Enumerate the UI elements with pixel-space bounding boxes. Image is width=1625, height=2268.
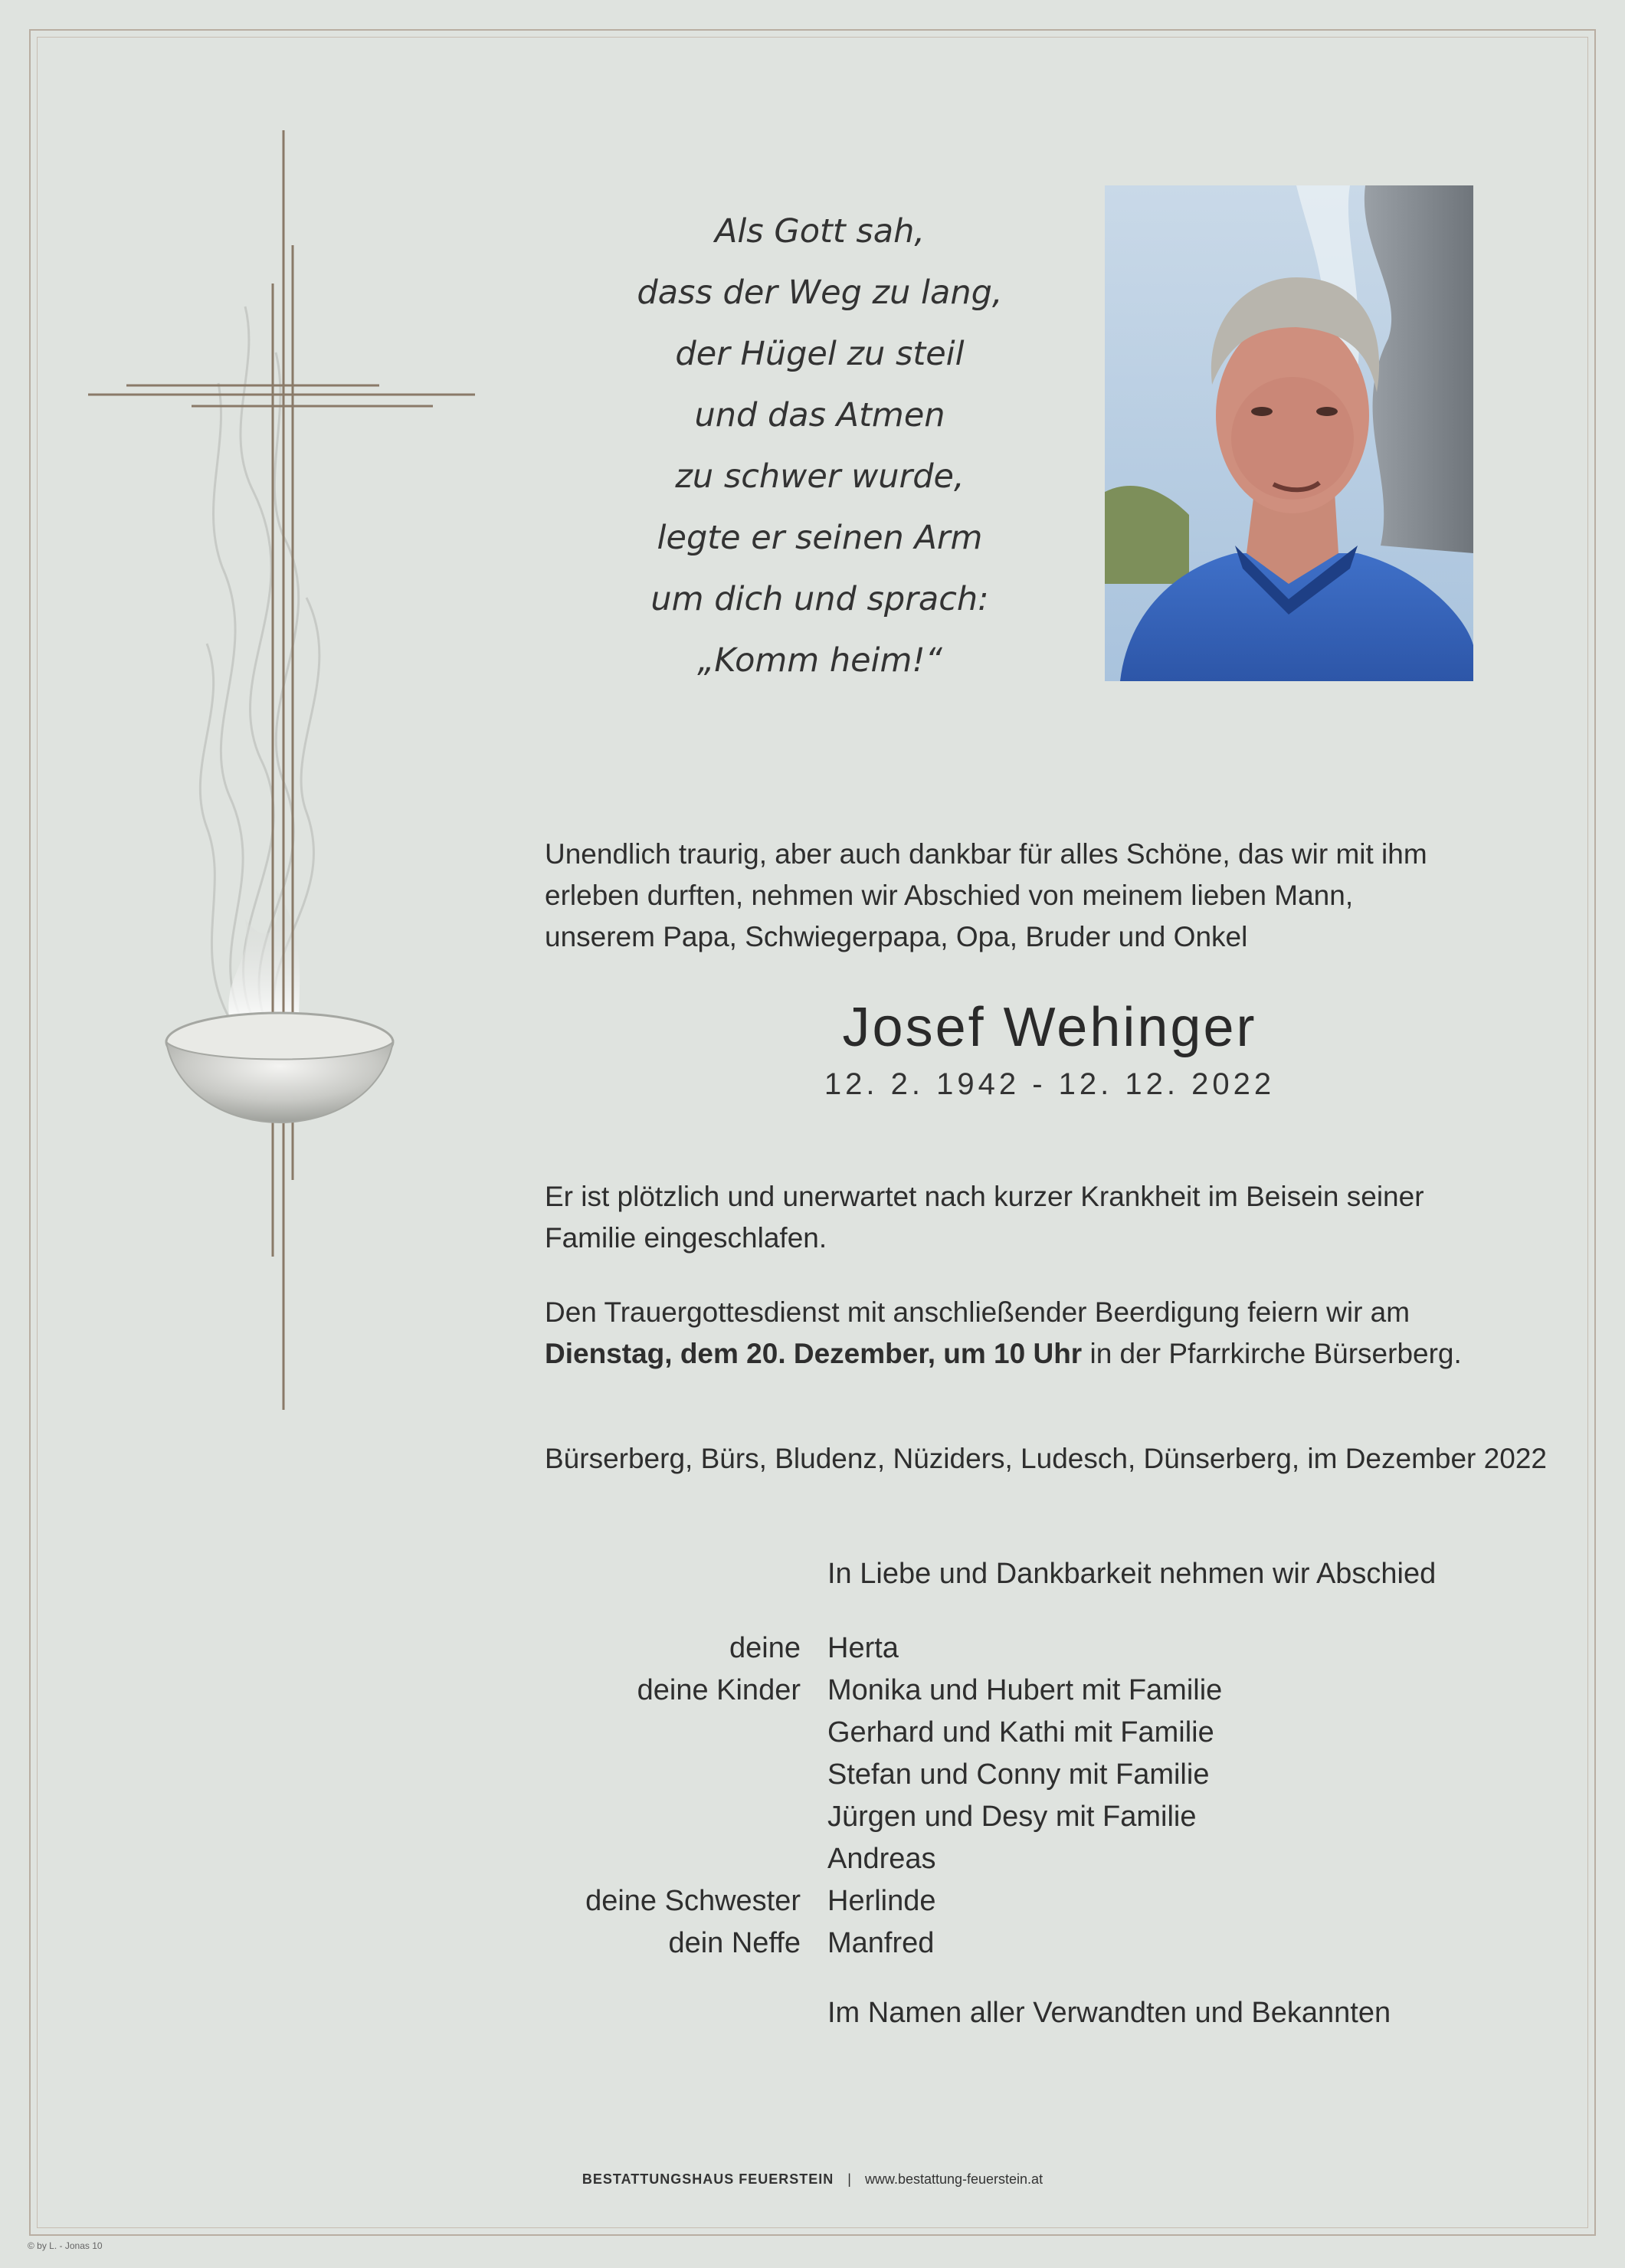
poem-line: zu schwer wurde, — [675, 457, 965, 496]
intro-line: erleben durften, nehmen wir Abschied von meinem lieben Mann, — [545, 880, 1354, 911]
death-notice-line: Familie eingeschlafen. — [545, 1222, 827, 1254]
intro-text — [545, 834, 1427, 958]
poem-line: „Komm heim!“ — [697, 641, 942, 680]
deceased-dates: 12. 2. 1942 - 12. 12. 2022 — [824, 1067, 1276, 1101]
family-label: deine Schwester — [585, 1885, 801, 1917]
service-info — [545, 1292, 1462, 1375]
places-date: Bürserberg, Bürs, Bludenz, Nüziders, Ludesch, Dünserberg, im Dezember 2022 — [545, 1443, 1547, 1474]
cross-with-flame-bowl-icon — [77, 123, 506, 1425]
poem-line: legte er seinen Arm — [657, 519, 983, 557]
service-line-1: Den Trauergottesdienst mit anschließender Beerdigung feiern wir am — [545, 1296, 1410, 1328]
family-member: Herta — [827, 1632, 899, 1664]
credit-note: © by L. - Jonas 10 — [28, 2240, 103, 2251]
poem-line: und das Atmen — [694, 396, 945, 434]
family-member: Andreas — [827, 1843, 936, 1875]
service-location: in der Pfarrkirche Bürserberg. — [1082, 1338, 1462, 1369]
footer-website[interactable]: www.bestattung-feuerstein.at — [864, 2171, 1043, 2187]
family-label: deine Kinder — [637, 1674, 801, 1706]
family-label: dein Neffe — [668, 1927, 801, 1959]
death-notice-line: Er ist plötzlich und unerwartet nach kurzer Krankheit im Beisein seiner — [545, 1181, 1424, 1212]
poem — [582, 201, 1057, 691]
intro-line: unserem Papa, Schwiegerpapa, Opa, Bruder und Onkel — [545, 921, 1248, 952]
deceased-name: Josef Wehinger — [842, 997, 1257, 1058]
family-member: Jürgen und Desy mit Familie — [827, 1801, 1197, 1833]
service-line-2 — [545, 1333, 1462, 1375]
death-notice — [545, 1176, 1424, 1259]
footer-company: BESTATTUNGSHAUS FEUERSTEIN — [582, 2171, 834, 2187]
portrait-photo — [1105, 185, 1473, 681]
family-label: deine — [729, 1632, 801, 1664]
family-member: Manfred — [827, 1927, 935, 1959]
farewell-line: In Liebe und Dankbarkeit nehmen wir Abschied — [827, 1558, 1437, 1590]
family-member: Gerhard und Kathi mit Familie — [827, 1716, 1214, 1749]
poem-line: um dich und sprach: — [650, 580, 989, 618]
closing-line: Im Namen aller Verwandten und Bekannten — [827, 1997, 1391, 2029]
family-names — [827, 1627, 1222, 1965]
poem-line: dass der Weg zu lang, — [637, 274, 1003, 312]
footer — [0, 2171, 1625, 2188]
family-member: Stefan und Conny mit Familie — [827, 1758, 1210, 1791]
poem-line: Als Gott sah, — [714, 212, 926, 251]
family-member: Monika und Hubert mit Familie — [827, 1674, 1223, 1706]
intro-line: Unendlich traurig, aber auch dankbar für alles Schöne, das wir mit ihm — [545, 838, 1427, 870]
footer-separator: | — [847, 2171, 851, 2187]
family-member: Herlinde — [827, 1885, 936, 1917]
service-datetime: Dienstag, dem 20. Dezember, um 10 Uhr — [545, 1338, 1083, 1369]
poem-line: der Hügel zu steil — [675, 335, 965, 373]
